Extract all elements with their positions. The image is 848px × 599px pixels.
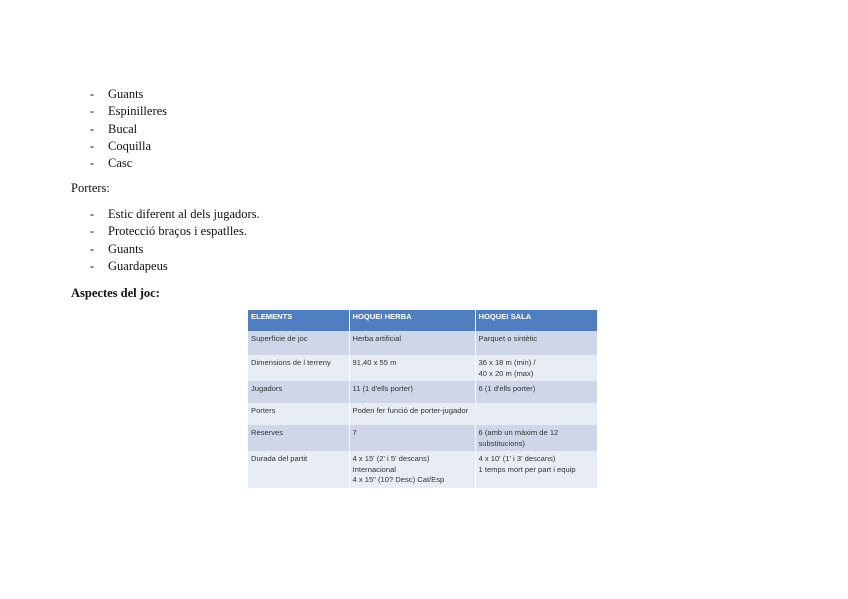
list-marker: - xyxy=(90,87,95,101)
cell-line: 36 x 18 m (min) / xyxy=(478,358,536,367)
list-item-text: Coquilla xyxy=(108,138,152,153)
header-hoquei-herba: HOQUEI HERBA xyxy=(349,310,475,331)
list-marker: - xyxy=(90,258,95,273)
list-marker: - xyxy=(90,156,95,171)
aspects-heading: Aspectes del joc: xyxy=(71,286,160,300)
cell-line: Herba artificial xyxy=(352,334,402,343)
list-item-text: Espinilleres xyxy=(108,104,168,119)
list-marker: - xyxy=(90,104,95,119)
list-item xyxy=(88,121,167,138)
header-hoquei-sala: HOQUEI SALA xyxy=(475,310,597,331)
list-item xyxy=(88,206,260,223)
cell-element: Jugadors xyxy=(248,381,349,403)
cell-element: Durada del partit xyxy=(248,451,349,488)
cell-line: 91,40 x 55 m xyxy=(352,358,397,367)
table-row xyxy=(248,331,597,355)
cell-element: Dimensions de l terreny xyxy=(248,355,349,381)
list-item xyxy=(88,138,167,155)
list-item-text: Casc xyxy=(108,156,133,171)
list-marker: - xyxy=(90,138,95,153)
cell-herba xyxy=(349,331,475,355)
cell-line: 6 (1 d'ells porter) xyxy=(478,384,536,393)
list-item-text: Estic diferent al dels jugadors. xyxy=(108,207,260,221)
table-row xyxy=(248,451,597,488)
table-row xyxy=(248,381,597,403)
cell-sala xyxy=(475,355,597,381)
list-marker: - xyxy=(90,207,95,221)
cell-element: Reserves xyxy=(248,425,349,451)
cell-line: 11 (1 d'ells porter) xyxy=(352,384,413,393)
list-item-text: Guants xyxy=(108,87,144,101)
cell-herba xyxy=(349,425,475,451)
cell-line: 1 temps mort per part i equip xyxy=(478,464,576,474)
cell-merged: Poden fer funció de porter-jugador xyxy=(349,403,597,425)
cell-line: 40 x 20 m (max) xyxy=(478,368,534,378)
header-elements: ELEMENTS xyxy=(248,310,349,331)
cell-line: Parquet o sintètic xyxy=(478,334,538,343)
cell-line: 4 x 15' (2' i 5' descans) xyxy=(352,454,430,463)
game-aspects-table xyxy=(248,310,598,488)
list-item xyxy=(88,258,260,275)
cell-line: 7 xyxy=(352,428,357,437)
cell-sala xyxy=(475,331,597,355)
list-item xyxy=(88,86,167,103)
cell-line: 4 x 10' (1' i 3' descans) xyxy=(478,454,556,463)
list-item xyxy=(88,223,260,240)
table-row xyxy=(248,425,597,451)
list-item-text: Guardapeus xyxy=(108,258,168,273)
cell-line: Internacional xyxy=(352,464,396,474)
cell-element: Porters xyxy=(248,403,349,425)
list-marker: - xyxy=(90,224,95,239)
cell-line: 4 x 15" (10? Desc) Cat/Esp xyxy=(352,475,445,484)
cell-sala xyxy=(475,425,597,451)
table-row xyxy=(248,355,597,381)
list-item xyxy=(88,155,167,172)
list-marker: - xyxy=(90,121,95,136)
cell-sala xyxy=(475,451,597,488)
list-item-text: Guants xyxy=(108,241,144,256)
list-item-text: Protecció braços i espatlles. xyxy=(108,224,247,239)
cell-sala xyxy=(475,381,597,403)
cell-herba xyxy=(349,451,475,488)
list-marker: - xyxy=(90,241,95,256)
cell-herba xyxy=(349,355,475,381)
list-item-text: Bucal xyxy=(108,121,138,136)
cell-line: substitucions) xyxy=(478,438,525,448)
cell-herba xyxy=(349,381,475,403)
game-aspects-table-container xyxy=(248,310,597,488)
table-row xyxy=(248,403,597,425)
goalkeeper-list xyxy=(88,206,260,275)
equipment-list xyxy=(88,86,167,172)
porters-heading: Porters: xyxy=(71,181,110,195)
table-header-row xyxy=(248,310,597,331)
cell-line: 6 (amb un màxim de 12 xyxy=(478,428,559,437)
list-item xyxy=(88,103,167,120)
list-item xyxy=(88,241,260,258)
cell-element: Superfície de joc xyxy=(248,331,349,355)
